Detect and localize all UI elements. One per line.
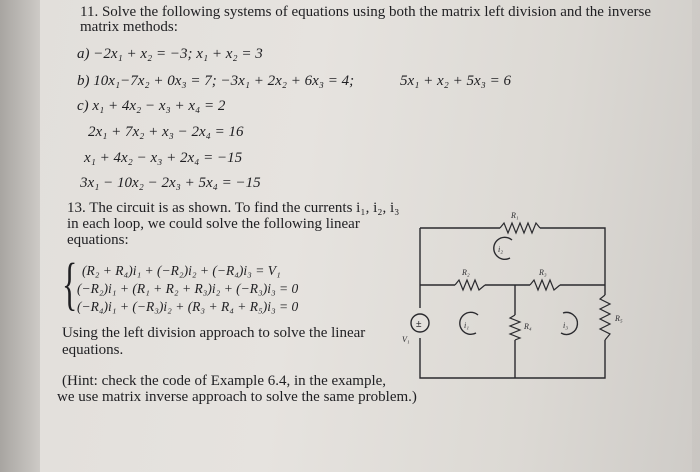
page-edge-shadow	[0, 0, 40, 472]
resistor-r1	[500, 223, 540, 233]
instruction-line2: equations.	[62, 342, 124, 358]
system-brace: {	[62, 251, 78, 316]
label-i3: i₃	[563, 321, 569, 330]
resistor-r2	[455, 280, 485, 290]
problem-13-intro-line1: 13. The circuit is as shown. To find the currents i₁, i₂, i₃	[67, 200, 400, 216]
bottom-wire	[420, 338, 605, 378]
label-r5: R₅	[615, 314, 623, 323]
label-i1: i₁	[464, 321, 470, 330]
problem-11c-equation3: x₁ + 4x₂ − x₃ + 2x₄ = −15	[84, 150, 243, 166]
label-r2: R₂	[462, 268, 470, 277]
problem-11-title-line2: matrix methods:	[80, 19, 178, 35]
circuit-equation-1: (R₂ + R₄)i₁ + (−R₂)i₂ + (−R₄)i₃ = V₁	[82, 263, 281, 278]
label-r1: R₁	[511, 211, 519, 220]
label-i2: i₂	[498, 245, 504, 254]
problem-13-intro-line2: in each loop, we could solve the following linear	[67, 216, 360, 232]
label-r4: R₄	[524, 322, 532, 331]
problem-11a-equations: a) −2x₁ + x₂ = −3; x₁ + x₂ = 3	[77, 46, 263, 62]
hint-line1: (Hint: check the code of Example 6.4, in the example,	[62, 373, 387, 389]
problem-11c-equation4: 3x₁ − 10x₂ − 2x₃ + 5x₄ = −15	[80, 175, 261, 191]
label-r3: R₃	[539, 268, 547, 277]
circuit-diagram	[400, 190, 645, 385]
problem-11b-equations: b) 10x₁−7x₂ + 0x₃ = 7; −3x₁ + 2x₂ + 6x₃ = 4;	[77, 73, 355, 89]
resistor-r4	[510, 315, 520, 340]
problem-13-intro-line3: equations:	[67, 232, 129, 248]
instruction-line1: Using the left division approach to solve the linear	[62, 325, 366, 341]
svg-text:±: ±	[416, 319, 422, 330]
hint-line2: we use matrix inverse approach to solve the same problem.)	[57, 389, 417, 405]
label-v1: V₁	[402, 335, 410, 344]
circuit-equation-3: (−R₄)i₁ + (−R₃)i₂ + (R₃ + R₄ + R₅)i₃ = 0	[77, 299, 299, 314]
circuit-equation-2: (−R₂)i₁ + (R₁ + R₂ + R₃)i₂ + (−R₃)i₃ = 0	[77, 281, 299, 296]
problem-11b-equation3: 5x₁ + x₂ + 5x₃ = 6	[400, 73, 511, 89]
resistor-r5	[600, 295, 610, 340]
problem-11-title-line1: 11. Solve the following systems of equations using both the matrix left division and the inverse	[80, 4, 652, 20]
resistor-r3	[530, 280, 560, 290]
problem-11c-equation2: 2x₁ + 7x₂ + x₃ − 2x₄ = 16	[88, 124, 244, 140]
problem-11c-equation1: c) x₁ + 4x₂ − x₃ + x₄ = 2	[77, 98, 226, 114]
